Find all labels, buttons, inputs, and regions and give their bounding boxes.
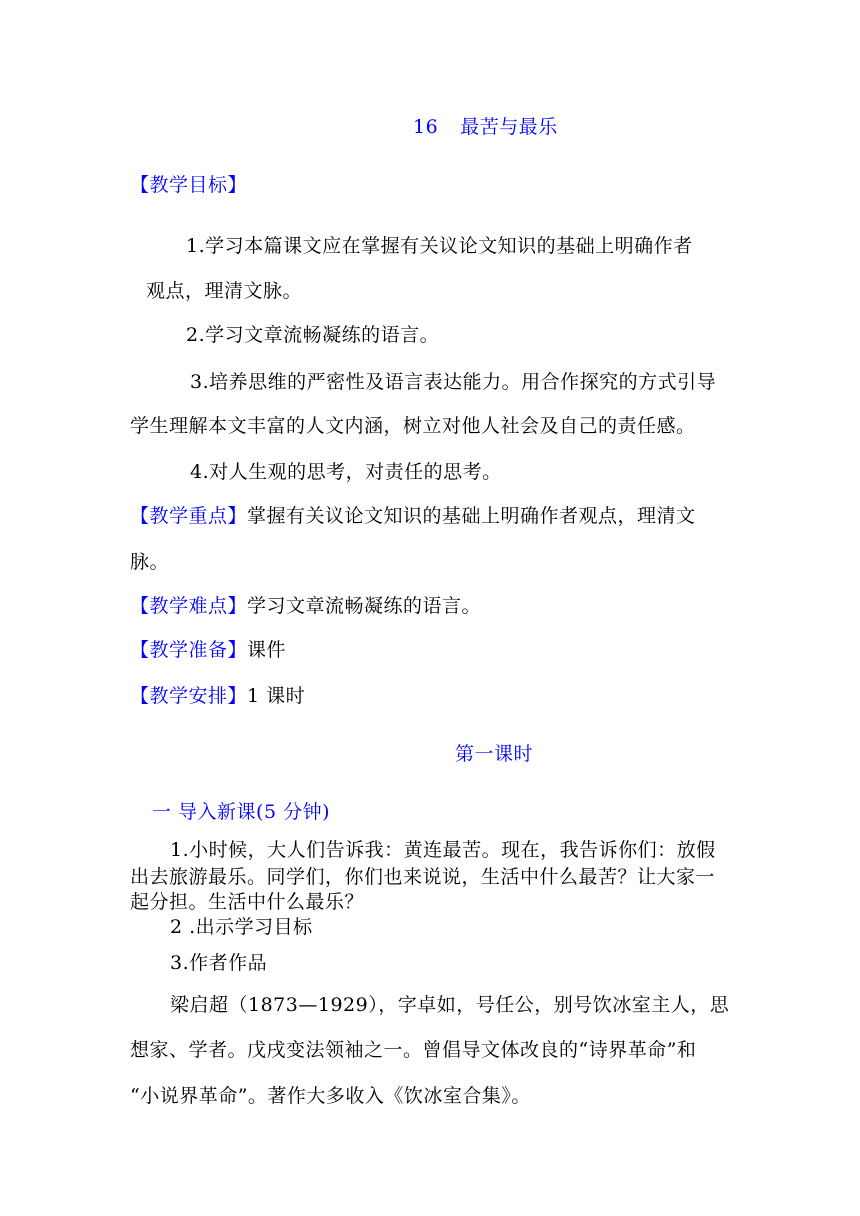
arrangement-heading: 【教学安排】 xyxy=(130,685,248,707)
objective-3-line-2: 学生理解本文丰富的人文内涵，树立对他人社会及自己的责任感。 xyxy=(130,415,696,437)
page-title xyxy=(413,118,558,137)
preparation-text: 课件 xyxy=(247,639,287,661)
key-points-line-2: 脉。 xyxy=(130,551,170,573)
lesson-title: 第一课时 xyxy=(455,743,534,765)
author-bio-line-3: “小说界革命”。著作大多收入《饮冰室合集》。 xyxy=(130,1085,531,1107)
key-points-text: 掌握有关议论文知识的基础上明确作者观点，理清文 xyxy=(247,505,696,527)
objective-1-line-2: 观点，理清文脉。 xyxy=(146,280,303,302)
arrangement-text: 1 课时 xyxy=(247,685,306,707)
objective-1-line-1: 1.学习本篇课文应在掌握有关议论文知识的基础上明确作者 xyxy=(186,235,693,257)
objective-3-line-1: 3.培养思维的严密性及语言表达能力。用合作探究的方式引导 xyxy=(190,371,717,393)
difficulties-heading: 【教学难点】 xyxy=(130,595,248,617)
objectives-heading: 【教学目标】 xyxy=(130,174,248,196)
section-1-heading: 一 导入新课(5 分钟) xyxy=(152,801,330,823)
title-text: 最苦与最乐 xyxy=(460,116,558,138)
section-1-p1-line-2: 出去旅游最乐。同学们，你们也来说说，生活中什么最苦？让大家一 xyxy=(130,866,716,888)
difficulties xyxy=(130,597,481,616)
section-1-p3: 3.作者作品 xyxy=(170,952,268,974)
difficulties-text: 学习文章流畅凝练的语言。 xyxy=(247,595,482,617)
author-bio-line-1: 梁启超（1873—1929），字卓如，号任公，别号饮冰室主人，思 xyxy=(170,994,730,1016)
preparation xyxy=(130,641,286,660)
author-bio-line-2: 想家、学者。戊戌变法领袖之一。曾倡导文体改良的“诗界革命”和 xyxy=(130,1039,697,1061)
preparation-heading: 【教学准备】 xyxy=(130,639,248,661)
section-1-p1-line-1: 1.小时候，大人们告诉我：黄连最苦。现在，我告诉你们：放假 xyxy=(170,839,716,861)
key-points xyxy=(130,507,696,526)
objective-2: 2.学习文章流畅凝练的语言。 xyxy=(186,324,440,346)
section-1-p1-line-3: 起分担。生活中什么最乐？ xyxy=(130,891,365,913)
objective-4: 4.对人生观的思考，对责任的思考。 xyxy=(190,461,502,483)
section-1-p2: 2 .出示学习目标 xyxy=(170,916,313,938)
key-points-heading: 【教学重点】 xyxy=(130,505,248,527)
title-number: 16 xyxy=(413,116,439,138)
arrangement xyxy=(130,687,305,706)
